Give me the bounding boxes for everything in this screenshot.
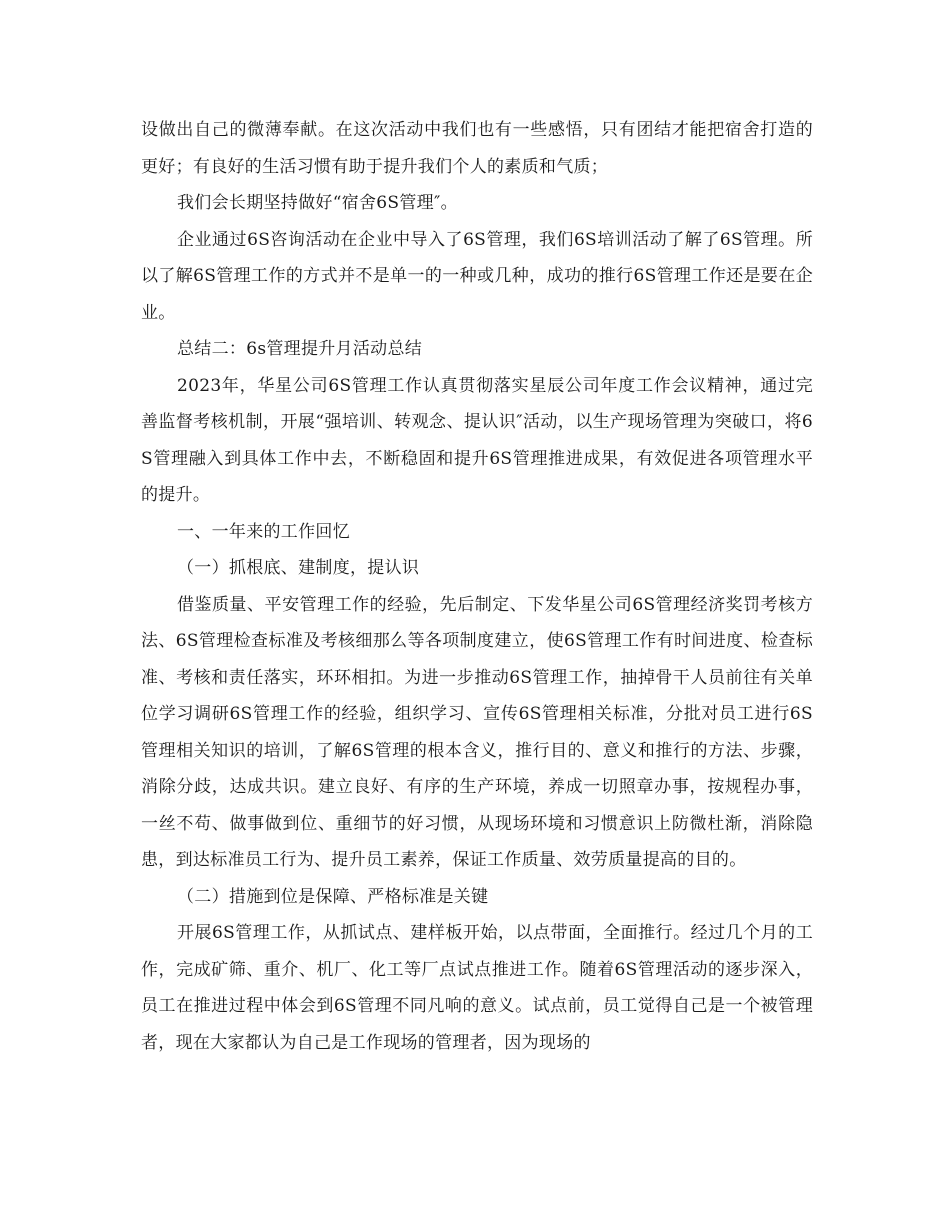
document-body bbox=[141, 112, 813, 1061]
paragraph-enterprise: 企业通过6S咨询活动在企业中导入了6S管理，我们6S培训活动了解了6S管理。所以了解6S管理工作的方式并不是单一的一种或几种，成功的推行6S管理工作还是要在企业。 bbox=[141, 229, 813, 323]
paragraph-measures: 开展6S管理工作，从抓试点、建样板开始，以点带面，全面推行。经过几个月的工作，完成矿筛、重介、机厂、化工等厂点试点推进工作。随着6S管理活动的逐步深入，员工在推进过程中体会到6S管理不同凡响的意义。试点前，员工觉得自己是一个被管理者，现在大家都认为自己是工作现场的管理者，因为现场的 bbox=[141, 923, 813, 1053]
subheading-measures: （二）措施到位是保障、严格标准是关键 bbox=[177, 886, 489, 907]
subheading-foundation: （一）抓根底、建制度，提认识 bbox=[177, 558, 420, 578]
paragraph-continuation: 设做出自己的微薄奉献。在这次活动中我们也有一些感悟，只有团结才能把宿舍打造的更好；有良好的生活习惯有助于提升我们个人的素质和气质； bbox=[141, 120, 813, 177]
paragraph-commitment: 我们会长期坚持做好“宿舍6S管理″。 bbox=[177, 193, 458, 213]
section-heading-review: 一、一年来的工作回忆 bbox=[177, 521, 350, 542]
section-heading-summary-two: 总结二：6s管理提升月活动总结 bbox=[177, 339, 423, 359]
paragraph-foundation: 借鉴质量、平安管理工作的经验，先后制定、下发华星公司6S管理经济奖罚考核方法、6S管理检查标准及考核细那么等各项制度建立，使6S管理工作有时间进度、检查标准、考核和责任落实，环环相扣。为进一步推动6S管理工作，抽掉骨干人员前往有关单位学习调研6S管理工作的经验，组织学习、宣传6S管理相关标准，分批对员工进行6S管理相关知识的培训，了解6S管理的根本含义，推行目的、意义和推行的方法、步骤，消除分歧，达成共识。建立良好、有序的生产环境，养成一切照章办事，按规程办事，一丝不苟、做事做到位、重细节的好习惯，从现场环境和习惯意识上防微杜渐，消除隐患，到达标准员工行为、提升员工素养，保证工作质量、效劳质量提高的目的。 bbox=[141, 594, 813, 870]
paragraph-2023-overview: 2023年，华星公司6S管理工作认真贯彻落实星辰公司年度工作会议精神，通过完善监督考核机制，开展“强培训、转观念、提认识″活动，以生产现场管理为突破口，将6S管理融入到具体工作中去，不断稳固和提升6S管理推进成果，有效促进各项管理水平的提升。 bbox=[141, 375, 813, 505]
